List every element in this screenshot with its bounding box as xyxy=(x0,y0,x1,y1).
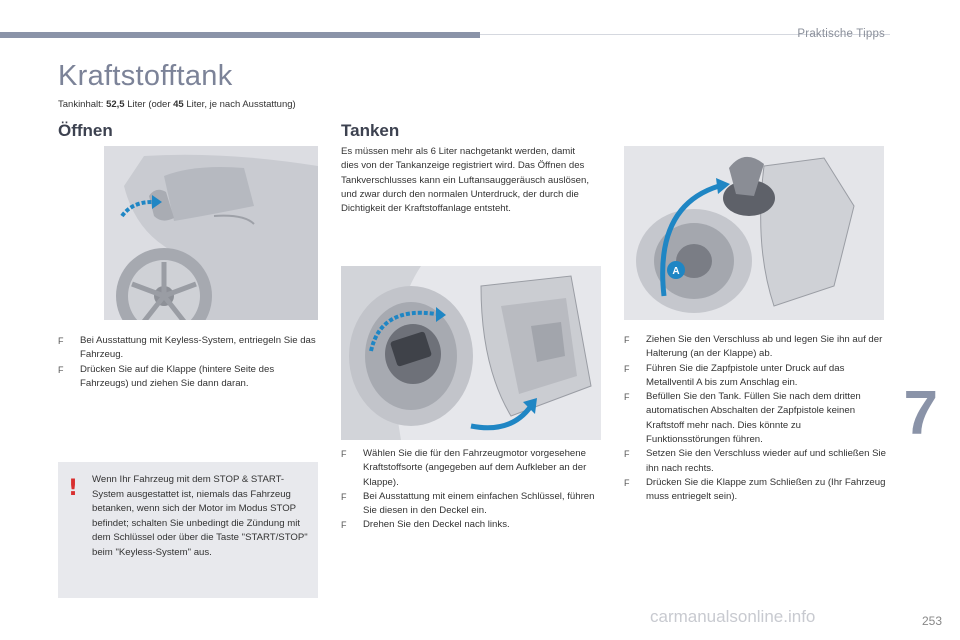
watermark: carmanualsonline.info xyxy=(650,607,816,626)
list-item: F Führen Sie die Zapfpistole unter Druck auf das Metallventil A bis zum Anschlag ein. xyxy=(624,362,845,388)
figure-nozzle-insertion xyxy=(624,146,884,320)
bullet-marker: F xyxy=(624,449,630,460)
capacity-line: Tankinhalt: 52,5 Liter (oder 45 Liter, je nach Ausstattung) xyxy=(58,99,296,110)
refuel-steps-2 xyxy=(624,333,886,505)
bullet-marker: F xyxy=(624,363,630,374)
bullet-marker: F xyxy=(624,335,630,345)
chapter-number: 7 xyxy=(903,379,938,448)
list-item: F Bei Ausstattung mit Keyless-System, entriegeln Sie das Fahrzeug. xyxy=(58,335,316,361)
list-item: F Bei Ausstattung mit einem einfachen Schlüssel, führen Sie diesen in den Deckel ein. xyxy=(341,490,595,517)
bullet-marker: F xyxy=(341,520,347,531)
page-number: 253 xyxy=(921,614,942,628)
list-item: F Drücken Sie auf die Klappe (hintere Seite des Fahrzeugs) und ziehen Sie dann daran. xyxy=(58,363,275,389)
list-item: F Wählen Sie die für den Fahrzeugmotor vorgesehene Kraftstoffsorte (angegeben auf dem Aufkleber an der Klappe). xyxy=(341,448,587,488)
refuel-steps-1 xyxy=(341,447,603,533)
list-item: F Drehen Sie den Deckel nach links. xyxy=(341,518,603,532)
figure-cap-removal xyxy=(341,266,601,440)
list-item: F Setzen Sie den Verschluss wieder auf und schließen Sie ihn nach rechts. xyxy=(624,448,886,474)
bullet-marker: F xyxy=(624,392,630,403)
figure-fuel-flap-car xyxy=(104,146,318,320)
bullet-marker: F xyxy=(341,449,347,459)
figure-label-a: A xyxy=(672,266,680,277)
bullet-marker: F xyxy=(341,491,347,502)
bullet-marker: F xyxy=(58,364,64,375)
heading-refuel: Tanken xyxy=(341,121,400,140)
list-item: F Ziehen Sie den Verschluss ab und legen Sie ihn auf der Halterung (an der Klappe) ab. xyxy=(624,334,883,360)
warning-icon: ! xyxy=(68,476,79,501)
section-header: Praktische Tipps xyxy=(797,28,885,40)
warning-text: Wenn Ihr Fahrzeug mit dem STOP & START-System ausgestattet ist, niemals das Fahrzeug betanken, wenn sich der Motor im Modus STOP befindet; schalten Sie unbedingt die Zündung mit dem Schlüssel oder über die Taste "START/STOP" beim "Keyless-System" aus. xyxy=(92,474,308,558)
bullet-marker: F xyxy=(624,477,630,488)
header-bar xyxy=(0,32,480,38)
list-item: F Befüllen Sie den Tank. Füllen Sie nach dem dritten automatischen Abschalten der Zapfpistole keinen Kraftstoff mehr nach. Dies könnte zu Funktionsstörungen führen. xyxy=(624,391,861,446)
heading-open: Öffnen xyxy=(58,121,113,140)
refuel-intro: Es müssen mehr als 6 Liter nachgetankt werden, damit dies von der Tankanzeige registriert wird. Das Öffnen des Tankverschlusses kann ein Luftansauggeräusch auslösen, und zwar durch den normalen Unterdruck, der durch die Dichtigkeit der Kraftstoffanlage entsteht. xyxy=(341,146,589,215)
list-item: F Drücken Sie die Klappe zum Schließen zu (Ihr Fahrzeug muss entriegelt sein). xyxy=(624,476,886,503)
bullet-marker: F xyxy=(58,336,64,346)
open-steps xyxy=(58,334,320,391)
warning-box xyxy=(58,462,318,598)
page-title: Kraftstofftank xyxy=(58,60,233,92)
